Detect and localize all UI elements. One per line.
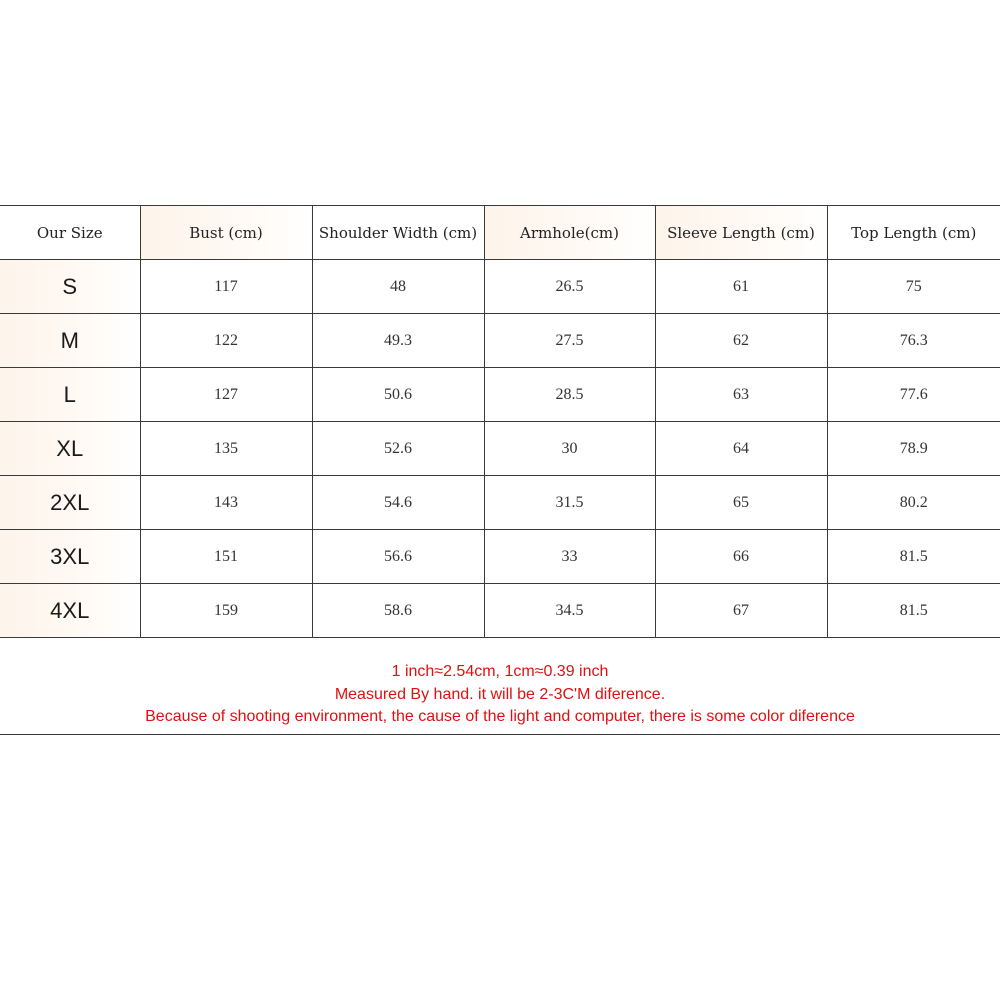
armhole-value: 33 (484, 530, 655, 584)
shoulder-width-value: 48 (312, 260, 484, 314)
shoulder-width-value: 54.6 (312, 476, 484, 530)
armhole-value: 31.5 (484, 476, 655, 530)
header-sleeve-length: Sleeve Length (cm) (655, 206, 827, 260)
bust-value: 117 (140, 260, 312, 314)
armhole-value: 27.5 (484, 314, 655, 368)
top-length-value: 76.3 (827, 314, 1000, 368)
table-row (0, 476, 1000, 530)
size-label: 3XL (0, 530, 140, 584)
size-label: 2XL (0, 476, 140, 530)
size-label: S (0, 260, 140, 314)
note-hand-measured: Measured By hand. it will be 2-3C'M diference. (334, 685, 666, 703)
table-row (0, 530, 1000, 584)
header-bust: Bust (cm) (140, 206, 312, 260)
header-shoulder-width: Shoulder Width (cm) (312, 206, 484, 260)
shoulder-width-value: 50.6 (312, 368, 484, 422)
size-label: L (0, 368, 140, 422)
sleeve-length-value: 66 (655, 530, 827, 584)
measurement-notes (0, 644, 1000, 735)
shoulder-width-value: 58.6 (312, 584, 484, 638)
armhole-value: 34.5 (484, 584, 655, 638)
sleeve-length-value: 63 (655, 368, 827, 422)
sleeve-length-value: 62 (655, 314, 827, 368)
table-row (0, 584, 1000, 638)
bust-value: 122 (140, 314, 312, 368)
note-conversion: 1 inch≈2.54cm, 1cm≈0.39 inch (391, 663, 609, 680)
armhole-value: 30 (484, 422, 655, 476)
sleeve-length-value: 65 (655, 476, 827, 530)
sleeve-length-value: 61 (655, 260, 827, 314)
size-label: M (0, 314, 140, 368)
header-top-length: Top Length (cm) (827, 206, 1000, 260)
table-row (0, 260, 1000, 314)
top-length-value: 81.5 (827, 530, 1000, 584)
top-length-value: 77.6 (827, 368, 1000, 422)
size-label: XL (0, 422, 140, 476)
bust-value: 143 (140, 476, 312, 530)
top-length-value: 78.9 (827, 422, 1000, 476)
header-our-size: Our Size (0, 206, 140, 260)
top-length-value: 80.2 (827, 476, 1000, 530)
table-row (0, 368, 1000, 422)
armhole-value: 28.5 (484, 368, 655, 422)
bust-value: 135 (140, 422, 312, 476)
bust-value: 127 (140, 368, 312, 422)
shoulder-width-value: 49.3 (312, 314, 484, 368)
table-row (0, 314, 1000, 368)
sleeve-length-value: 64 (655, 422, 827, 476)
armhole-value: 26.5 (484, 260, 655, 314)
header-armhole: Armhole(cm) (484, 206, 655, 260)
sleeve-length-value: 67 (655, 584, 827, 638)
header-row (0, 206, 1000, 260)
shoulder-width-value: 52.6 (312, 422, 484, 476)
size-label: 4XL (0, 584, 140, 638)
bust-value: 159 (140, 584, 312, 638)
bust-value: 151 (140, 530, 312, 584)
size-chart-table (0, 205, 1000, 638)
note-color-difference: Because of shooting environment, the cause of the light and computer, there is some color diference (145, 708, 855, 725)
top-length-value: 81.5 (827, 584, 1000, 638)
top-length-value: 75 (827, 260, 1000, 314)
table-row (0, 422, 1000, 476)
shoulder-width-value: 56.6 (312, 530, 484, 584)
